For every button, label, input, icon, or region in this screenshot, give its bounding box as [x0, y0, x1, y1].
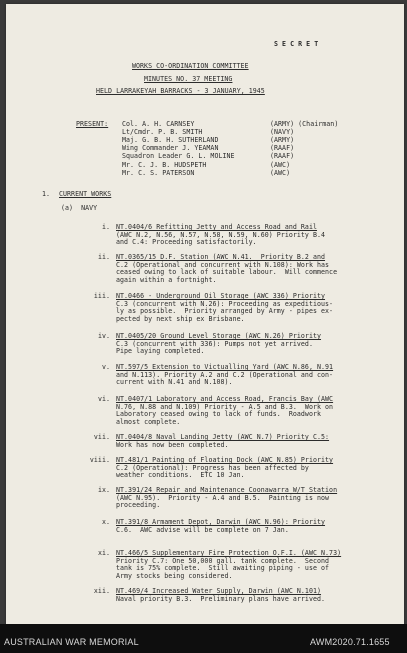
item-number: viii. — [89, 456, 110, 464]
item-text-line: N.76, N.88 and N.109) Priority - A.5 and B.3. Work on — [116, 402, 334, 411]
item-number: xii. — [93, 587, 110, 595]
attendee-service: (AWC) — [270, 168, 291, 177]
item-number: ix. — [97, 486, 110, 494]
meeting-location-date: HELD LARRAKEYAH BARRACKS - 3 JANUARY, 1945 — [96, 87, 265, 95]
item-text-line: Pipe laying completed. — [116, 347, 205, 355]
item-text-line: current with N.41 and N.108). — [116, 378, 233, 386]
item-number: v. — [101, 363, 110, 371]
item-number: ii. — [97, 253, 110, 261]
footer-bar — [0, 624, 407, 653]
item-text-line: ly as possible. Priority arranged by Army - pipes ex- — [116, 307, 334, 315]
item-number: vii. — [93, 433, 110, 441]
minutes-number: MINUTES NO. 37 MEETING — [144, 75, 233, 83]
attendee-name: Lt/Cmdr. P. B. SMITH — [122, 128, 203, 137]
item-heading: NT.0365/15 D.F. Station (AWC N.41. Priority B.2 and — [116, 253, 326, 261]
item-text-line: and C.4: Proceeding satisfactorily. — [116, 238, 257, 246]
subsection-navy: (a) NAVY — [61, 204, 98, 212]
item-number: x. — [101, 518, 110, 526]
item-text-line: (AWC N.95). Priority - A.4 and B.5. Painting is now — [116, 493, 330, 502]
item-text-line: Laboratory ceased owing to lack of funds. Roadwork — [116, 410, 322, 418]
section-number: 1. — [42, 190, 51, 198]
item-number: iii. — [93, 292, 110, 300]
item-heading: NT.391/24 Repair and Maintenance Coonawarra W/T Station — [116, 486, 338, 494]
attendee-service: (AWC) — [270, 160, 291, 169]
item-text-line: pected by next ship ex Brisbane. — [116, 314, 245, 323]
item-text-line: and N.113). Priority A.2 and C.2 (Operational and con- — [116, 370, 334, 379]
item-text-line: C.6. AWC advise will be complete on 7 Jan. — [116, 525, 289, 534]
item-text-line: (AWC N.2, N.56, N.57, N.58, N.59, N.60) Priority B.4 — [116, 230, 326, 239]
item-heading: NT.481/1 Painting of Floating Dock (AWC N.85) Priority — [116, 456, 334, 464]
committee-title: WORKS CO-ORDINATION COMMITTEE — [132, 62, 249, 70]
item-number: i. — [101, 223, 110, 231]
item-text-line: C.3 (concurrent with N.26): Proceeding as expeditious- — [116, 299, 334, 308]
item-text-line: C.3 (concurrent with 336): Pumps not yet arrived. — [116, 339, 313, 348]
attendee-service: (ARMY) (Chairman) — [270, 120, 339, 128]
item-heading: NT.469/4 Increased Water Supply, Darwin (AWC N.101) — [116, 587, 322, 595]
item-number: xi. — [97, 549, 110, 557]
attendee-service: (RAAF) — [270, 152, 295, 161]
attendee-name: Mr. C. J. B. HUDSPETH — [122, 160, 207, 169]
item-text-line: proceeding. — [116, 501, 161, 509]
item-text-line: almost complete. — [116, 417, 181, 426]
footer-accession-number: AWM2020.71.1655 — [310, 637, 390, 647]
attendee-service: (NAVY) — [270, 128, 295, 137]
item-heading: NT.0404/6 Refitting Jetty and Access Road and Rail — [116, 223, 317, 231]
item-text-line: weather conditions. ETC 10 Jan. — [116, 471, 245, 479]
present-label: PRESENT: — [76, 120, 109, 128]
item-heading: NT.0404/8 Naval Landing Jetty (AWC N.7) Priority C.5: — [116, 433, 330, 441]
item-heading: NT.597/5 Extension to Victualling Yard (AWC N.86, N.91 — [116, 363, 334, 371]
item-text-line: Work has now been completed. — [116, 440, 229, 449]
attendee-name: Col. A. H. CARNSEY — [122, 120, 195, 128]
item-heading: NT.0405/20 Ground Level Storage (AWC N.26) Priority — [116, 332, 322, 340]
attendee-service: (RAAF) — [270, 144, 295, 153]
section-title: CURRENT WORKS — [59, 190, 112, 198]
item-text-line: Naval priority B.3. Preliminary plans have arrived. — [116, 594, 326, 603]
item-text-line: Army stocks being considered. — [116, 571, 233, 580]
item-text-line: again within a fortnight. — [116, 275, 217, 284]
item-text-line: Priority C.7: One 50,000 gall. tank complete. Second — [116, 556, 330, 565]
attendee-name: Mr. C. S. PATERSON — [122, 168, 195, 177]
item-heading: NT.391/8 Armament Depot, Darwin (AWC N.96): Priority — [116, 518, 326, 526]
item-text-line: C.2 (Operational and concurrent with N.108): Work has — [116, 260, 330, 269]
item-text-line: ceased owing to lack of suitable labour. Will commence — [116, 268, 338, 276]
item-heading: NT.0407/1 Laboratory and Access Road, Francis Bay (AWC — [116, 395, 334, 403]
item-number: vi. — [97, 395, 110, 403]
item-text-line: tank is 75% complete. Still awaiting piping - use of — [116, 564, 330, 572]
document-page — [6, 4, 404, 624]
attendee-service: (ARMY) — [270, 136, 295, 145]
attendee-name: Squadron Leader G. L. MOLINE — [122, 152, 235, 161]
item-text-line: C.2 (Operational): Progress has been affected by — [116, 463, 309, 472]
item-number: iv. — [97, 332, 110, 340]
attendee-name: Wing Commander J. YEAMAN — [122, 144, 219, 153]
item-heading: NT.466/5 Supplementary Fire Protection O.F.I. (AWC N.73) — [116, 549, 342, 557]
secret-heading: S E C R E T — [274, 40, 319, 48]
item-heading: NT.0466 - Underground Oil Storage (AWC 336) Priority — [116, 292, 326, 300]
attendee-name: Maj. G. B. H. SUTHERLAND — [122, 136, 219, 145]
footer-credit: AUSTRALIAN WAR MEMORIAL — [4, 637, 139, 647]
